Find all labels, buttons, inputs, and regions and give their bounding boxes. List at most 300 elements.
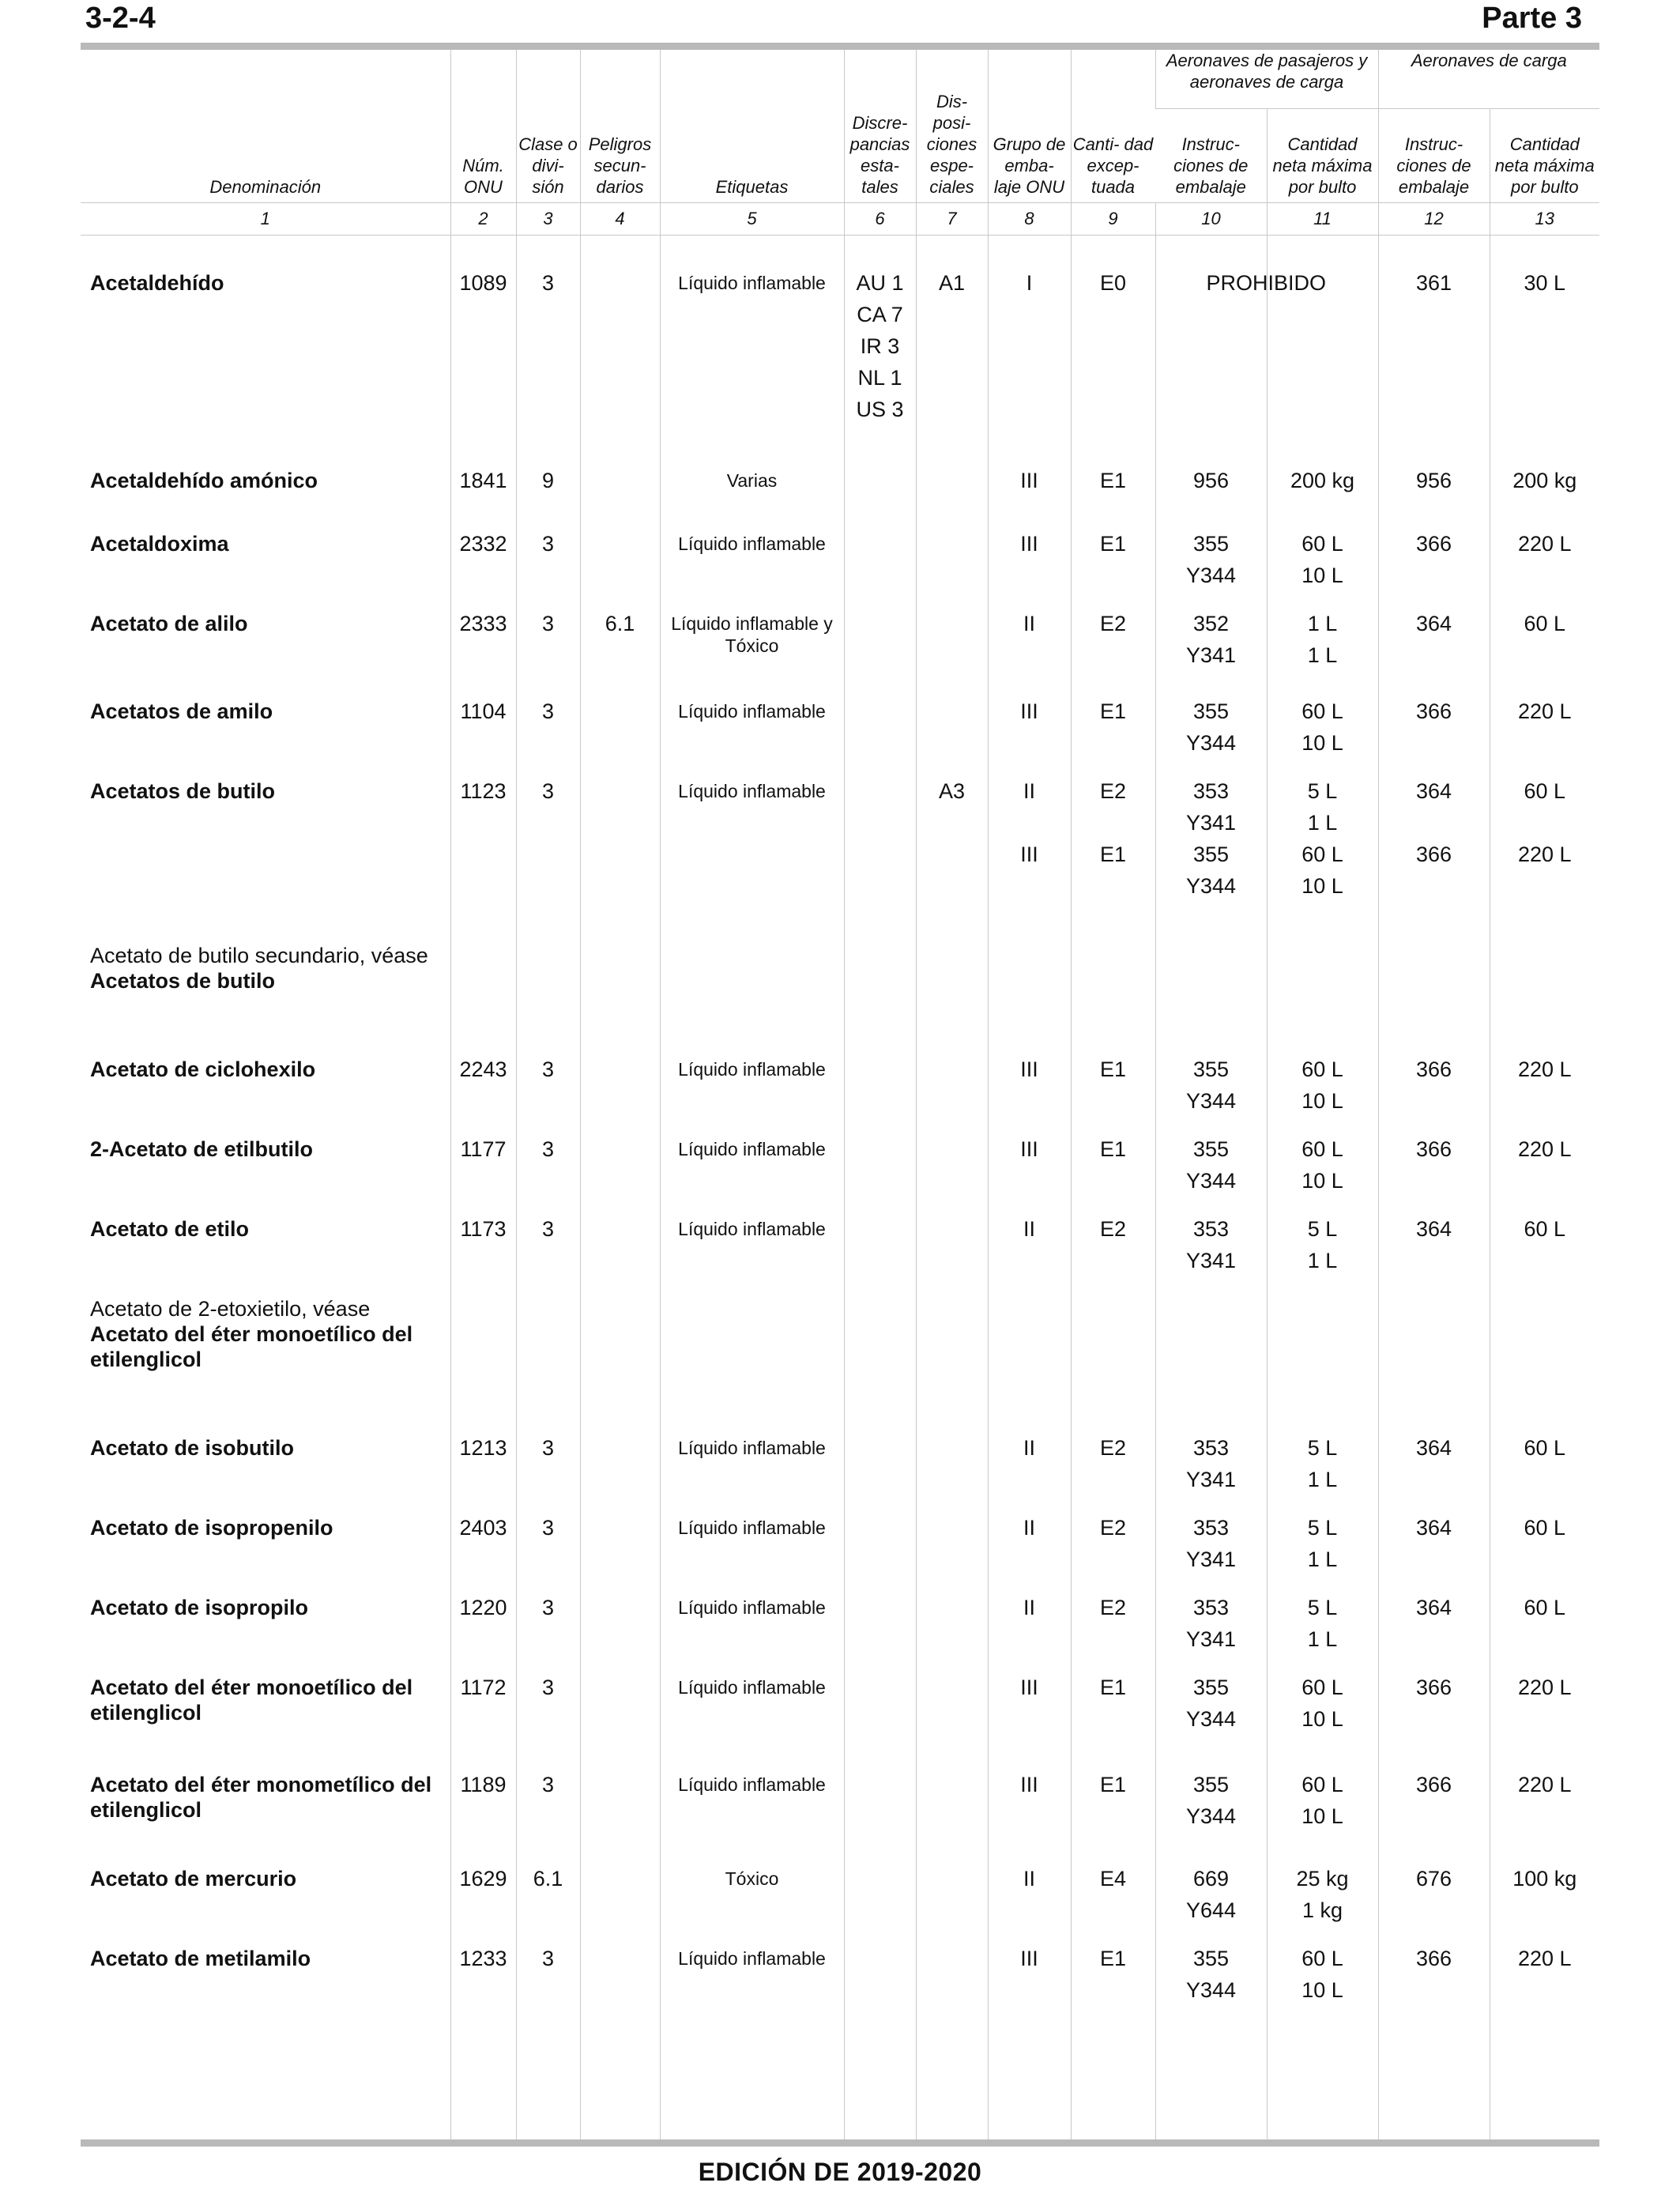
passenger-instructions bbox=[1155, 774, 1267, 938]
column-number: 1 bbox=[81, 203, 450, 236]
cell-line: Y344 bbox=[1185, 874, 1237, 898]
cell-line: Y644 bbox=[1185, 1898, 1237, 1922]
column-number: 9 bbox=[1071, 203, 1155, 236]
cell-line: E2 bbox=[1099, 1596, 1127, 1619]
hazard-label: Líquido inflamable bbox=[660, 1052, 844, 1132]
cell-line: 1 kg bbox=[1301, 1898, 1343, 1922]
cell-line: 5 L bbox=[1307, 1436, 1338, 1460]
substance-name-text: Acetato de mercurio bbox=[90, 1867, 297, 1891]
secondary-hazard bbox=[580, 1431, 660, 1510]
hazard-label: Líquido inflamable bbox=[660, 1670, 844, 1767]
cell-line: 60 L bbox=[1524, 1217, 1566, 1241]
cargo-max-qty bbox=[1490, 1132, 1599, 1212]
cell-line: 364 bbox=[1415, 1436, 1452, 1460]
substance-name bbox=[81, 1132, 450, 1212]
cell-line: E1 bbox=[1099, 1137, 1127, 1161]
un-number: 1233 bbox=[450, 1941, 516, 2021]
secondary-hazard bbox=[580, 1212, 660, 1291]
passenger-max-qty bbox=[1267, 694, 1378, 774]
group-header-passenger: Aeronaves de pasajeros y aeronaves de carga bbox=[1155, 50, 1378, 109]
empty-cell bbox=[580, 1291, 660, 1431]
table-row bbox=[81, 1510, 1599, 1590]
cell-line: 1 L bbox=[1307, 1547, 1338, 1571]
packing-group bbox=[988, 606, 1071, 694]
edition-footer: EDICIÓN DE 2019-2020 bbox=[698, 2158, 982, 2186]
table-tail bbox=[81, 2021, 1599, 2141]
empty-cell bbox=[1071, 2021, 1155, 2141]
cargo-max-qty bbox=[1490, 694, 1599, 774]
empty-cell bbox=[1071, 938, 1155, 1052]
hazard-label: Líquido inflamable bbox=[660, 1590, 844, 1670]
passenger-max-qty bbox=[1267, 774, 1378, 938]
substance-name bbox=[81, 1431, 450, 1510]
empty-cell bbox=[450, 2021, 516, 2141]
cell-line: 1 L bbox=[1307, 811, 1338, 835]
cell-line: 355 bbox=[1192, 699, 1230, 723]
table-row bbox=[81, 1767, 1599, 1861]
special-provisions bbox=[916, 1767, 988, 1861]
cell-line: 355 bbox=[1192, 843, 1230, 866]
secondary-hazard bbox=[580, 1861, 660, 1941]
empty-cell bbox=[660, 938, 844, 1052]
cell-line: 669 bbox=[1192, 1867, 1230, 1891]
col-header-state-variations: Discre- pancias esta- tales bbox=[844, 50, 916, 203]
cell-line: Y344 bbox=[1185, 1804, 1237, 1828]
un-number: 1841 bbox=[450, 463, 516, 526]
hazard-class: 3 bbox=[516, 694, 580, 774]
cross-reference-text: Acetato de 2-etoxietilo, véase bbox=[90, 1297, 371, 1321]
table-row bbox=[81, 1941, 1599, 2021]
cross-reference-row bbox=[81, 938, 1599, 1052]
table-row bbox=[81, 1052, 1599, 1132]
table-row bbox=[81, 606, 1599, 694]
cross-reference-row bbox=[81, 1291, 1599, 1431]
cargo-instructions bbox=[1378, 1670, 1490, 1767]
col-header-un-number: Núm. ONU bbox=[450, 50, 516, 203]
cell-line: II bbox=[1023, 1867, 1035, 1891]
hazard-class: 3 bbox=[516, 1670, 580, 1767]
excepted-quantity bbox=[1071, 774, 1155, 938]
substance-name bbox=[81, 266, 450, 463]
bottom-rule bbox=[81, 2139, 1599, 2147]
un-number: 2333 bbox=[450, 606, 516, 694]
passenger-max-qty bbox=[1267, 1132, 1378, 1212]
cell-line: 10 L bbox=[1301, 1804, 1343, 1828]
empty-cell bbox=[1378, 1291, 1490, 1431]
packing-group bbox=[988, 1670, 1071, 1767]
passenger-instructions bbox=[1155, 266, 1327, 463]
packing-group bbox=[988, 1052, 1071, 1132]
hazard-label: Líquido inflamable bbox=[660, 1767, 844, 1861]
column-number: 5 bbox=[660, 203, 844, 236]
cell-line: 355 bbox=[1192, 1773, 1230, 1796]
hazard-class: 3 bbox=[516, 1052, 580, 1132]
empty-cell bbox=[1155, 938, 1267, 1052]
cargo-max-qty bbox=[1490, 266, 1599, 463]
excepted-quantity bbox=[1071, 1431, 1155, 1510]
cargo-max-qty bbox=[1490, 526, 1599, 606]
cargo-max-qty bbox=[1490, 1941, 1599, 2021]
empty-cell bbox=[516, 938, 580, 1052]
cell-line: E1 bbox=[1099, 532, 1127, 556]
hazard-class: 3 bbox=[516, 1510, 580, 1590]
cell-line: 10 L bbox=[1301, 1707, 1343, 1731]
spacer-cell bbox=[1155, 236, 1267, 266]
cell-line: 60 L bbox=[1301, 532, 1343, 556]
cell-line: E1 bbox=[1099, 843, 1127, 866]
cell-line: E1 bbox=[1099, 469, 1127, 492]
cell-line: 60 L bbox=[1301, 1676, 1343, 1699]
cell-line: 353 bbox=[1192, 1596, 1230, 1619]
empty-cell bbox=[516, 2021, 580, 2141]
cell-line: 366 bbox=[1415, 699, 1452, 723]
substance-name bbox=[81, 1670, 450, 1767]
special-provisions: A3 bbox=[916, 774, 988, 938]
secondary-hazard bbox=[580, 1052, 660, 1132]
passenger-instructions bbox=[1155, 606, 1267, 694]
excepted-quantity bbox=[1071, 606, 1155, 694]
hazard-class: 3 bbox=[516, 526, 580, 606]
special-provisions bbox=[916, 1670, 988, 1767]
cell-line: 956 bbox=[1192, 469, 1230, 492]
empty-cell bbox=[844, 2021, 916, 2141]
un-number: 1173 bbox=[450, 1212, 516, 1291]
cell-line: 364 bbox=[1415, 1217, 1452, 1241]
substance-name bbox=[81, 1052, 450, 1132]
excepted-quantity bbox=[1071, 1670, 1155, 1767]
cell-line: 5 L bbox=[1307, 779, 1338, 803]
cargo-instructions bbox=[1378, 1767, 1490, 1861]
spacer-cell bbox=[1071, 236, 1155, 266]
state-variations bbox=[844, 1767, 916, 1861]
cell-line: 1 L bbox=[1307, 1627, 1338, 1651]
hazard-class: 3 bbox=[516, 1132, 580, 1212]
column-number: 13 bbox=[1490, 203, 1599, 236]
cell-line: 10 L bbox=[1301, 731, 1343, 755]
cell-line: Y341 bbox=[1185, 1468, 1237, 1491]
substance-name-text: Acetato de ciclohexilo bbox=[90, 1057, 316, 1081]
hazard-label: Varias bbox=[660, 463, 844, 526]
packing-group bbox=[988, 1590, 1071, 1670]
empty-cell bbox=[1267, 938, 1378, 1052]
secondary-hazard bbox=[580, 694, 660, 774]
empty-cell bbox=[660, 2021, 844, 2141]
cell-line: Y341 bbox=[1185, 1547, 1237, 1571]
packing-group bbox=[988, 1510, 1071, 1590]
state-variations bbox=[844, 1941, 916, 2021]
special-provisions bbox=[916, 606, 988, 694]
cell-line: 355 bbox=[1192, 1057, 1230, 1081]
cell-line: 1 L bbox=[1307, 612, 1338, 635]
table-row bbox=[81, 1132, 1599, 1212]
cell-line: 60 L bbox=[1524, 1596, 1566, 1619]
empty-cell bbox=[844, 938, 916, 1052]
hazard-label: Líquido inflamable bbox=[660, 774, 844, 938]
cross-reference-target: Acetato del éter monoetílico del etilenglicol bbox=[90, 1322, 413, 1371]
cell-line: E2 bbox=[1099, 1217, 1127, 1241]
empty-cell bbox=[580, 2021, 660, 2141]
substance-name-text: Acetato de isobutilo bbox=[90, 1436, 295, 1460]
passenger-instructions bbox=[1155, 1132, 1267, 1212]
spacer-cell bbox=[1267, 236, 1378, 266]
passenger-max-qty bbox=[1267, 1767, 1378, 1861]
un-number: 1123 bbox=[450, 774, 516, 938]
hazard-class: 3 bbox=[516, 1941, 580, 2021]
cell-line: III bbox=[1020, 469, 1038, 492]
secondary-hazard bbox=[580, 1590, 660, 1670]
cargo-max-qty bbox=[1490, 1590, 1599, 1670]
substance-name bbox=[81, 694, 450, 774]
table-row bbox=[81, 1861, 1599, 1941]
excepted-quantity bbox=[1071, 1590, 1155, 1670]
cell-line: 10 L bbox=[1301, 564, 1343, 587]
un-number: 2243 bbox=[450, 1052, 516, 1132]
hazard-label: Líquido inflamable bbox=[660, 1941, 844, 2021]
cell-line: 60 L bbox=[1301, 1773, 1343, 1796]
cell-line: 220 L bbox=[1517, 1137, 1572, 1161]
empty-cell bbox=[81, 2021, 450, 2141]
passenger-max-qty bbox=[1267, 1861, 1378, 1941]
cargo-instructions bbox=[1378, 266, 1490, 463]
cell-line: Y341 bbox=[1185, 1249, 1237, 1272]
cargo-instructions bbox=[1378, 1510, 1490, 1590]
secondary-hazard bbox=[580, 1941, 660, 2021]
column-number: 11 bbox=[1267, 203, 1378, 236]
state-variations bbox=[844, 1132, 916, 1212]
empty-cell bbox=[1490, 938, 1599, 1052]
passenger-instructions bbox=[1155, 1861, 1267, 1941]
cell-line: E2 bbox=[1099, 612, 1127, 635]
substance-name bbox=[81, 1861, 450, 1941]
cross-reference-text: Acetato de butilo secundario, véase bbox=[90, 944, 428, 967]
cell-line: Y344 bbox=[1185, 564, 1237, 587]
packing-group bbox=[988, 1132, 1071, 1212]
cell-line: 5 L bbox=[1307, 1516, 1338, 1540]
un-number: 1089 bbox=[450, 266, 516, 463]
column-number: 4 bbox=[580, 203, 660, 236]
cell-line: 10 L bbox=[1301, 874, 1343, 898]
passenger-max-qty bbox=[1267, 1670, 1378, 1767]
cell-line: 353 bbox=[1192, 1436, 1230, 1460]
cell-line: E1 bbox=[1099, 1947, 1127, 1970]
empty-cell bbox=[450, 1291, 516, 1431]
cell-line: 353 bbox=[1192, 779, 1230, 803]
cell-line: 1 L bbox=[1307, 1249, 1338, 1272]
un-number: 2403 bbox=[450, 1510, 516, 1590]
cargo-max-qty bbox=[1490, 774, 1599, 938]
table-row bbox=[81, 526, 1599, 606]
packing-group bbox=[988, 1941, 1071, 2021]
cargo-instructions bbox=[1378, 463, 1490, 526]
substance-name bbox=[81, 606, 450, 694]
state-variations bbox=[844, 1212, 916, 1291]
passenger-max-qty bbox=[1267, 463, 1378, 526]
cell-line: 366 bbox=[1415, 1773, 1452, 1796]
part-title: Parte 3 bbox=[1482, 2, 1582, 35]
packing-group bbox=[988, 1861, 1071, 1941]
spacer-cell bbox=[916, 236, 988, 266]
secondary-hazard bbox=[580, 1670, 660, 1767]
packing-group bbox=[988, 1431, 1071, 1510]
column-number: 10 bbox=[1155, 203, 1267, 236]
hazard-label: Líquido inflamable bbox=[660, 1510, 844, 1590]
empty-cell bbox=[916, 938, 988, 1052]
special-provisions bbox=[916, 1052, 988, 1132]
cell-line: 364 bbox=[1415, 612, 1452, 635]
special-provisions bbox=[916, 1941, 988, 2021]
substance-name bbox=[81, 1941, 450, 2021]
column-number: 8 bbox=[988, 203, 1071, 236]
cargo-max-qty bbox=[1490, 1431, 1599, 1510]
passenger-instructions bbox=[1155, 1212, 1267, 1291]
cell-line: 355 bbox=[1192, 1676, 1230, 1699]
secondary-hazard bbox=[580, 266, 660, 463]
hazard-label: Líquido inflamable bbox=[660, 1431, 844, 1510]
cell-line: CA 7 bbox=[857, 303, 903, 326]
excepted-quantity bbox=[1071, 1861, 1155, 1941]
cargo-max-qty bbox=[1490, 1670, 1599, 1767]
spacer-cell bbox=[516, 236, 580, 266]
cell-line: IR 3 bbox=[860, 334, 900, 358]
cell-line: III bbox=[1020, 1676, 1038, 1699]
state-variations bbox=[844, 774, 916, 938]
passenger-max-qty bbox=[1267, 1212, 1378, 1291]
cargo-max-qty bbox=[1490, 1767, 1599, 1861]
cell-line: 676 bbox=[1415, 1867, 1452, 1891]
cargo-instructions bbox=[1378, 526, 1490, 606]
empty-cell bbox=[844, 1291, 916, 1431]
state-variations bbox=[844, 463, 916, 526]
cell-line: Y341 bbox=[1185, 811, 1237, 835]
secondary-hazard bbox=[580, 1132, 660, 1212]
cell-line: II bbox=[1023, 779, 1035, 803]
cell-line: Y344 bbox=[1185, 731, 1237, 755]
empty-cell bbox=[450, 938, 516, 1052]
cell-line: III bbox=[1020, 1137, 1038, 1161]
passenger-instructions bbox=[1155, 463, 1267, 526]
special-provisions bbox=[916, 1510, 988, 1590]
cell-line: 5 L bbox=[1307, 1596, 1338, 1619]
substance-name-text: Acetato del éter monometílico del etilenglicol bbox=[90, 1773, 432, 1822]
hazard-label: Líquido inflamable bbox=[660, 1132, 844, 1212]
col-header-passenger-instructions: Instruc- ciones de embalaje bbox=[1155, 109, 1267, 203]
cell-line: III bbox=[1020, 1773, 1038, 1796]
excepted-quantity bbox=[1071, 1941, 1155, 2021]
cell-line: 364 bbox=[1415, 779, 1452, 803]
table-row bbox=[81, 774, 1599, 938]
excepted-quantity bbox=[1071, 1510, 1155, 1590]
empty-cell bbox=[660, 1291, 844, 1431]
passenger-instructions bbox=[1155, 1052, 1267, 1132]
cell-line: II bbox=[1023, 1516, 1035, 1540]
spacer-cell bbox=[450, 236, 516, 266]
empty-cell bbox=[988, 938, 1071, 1052]
cell-line: 366 bbox=[1415, 1057, 1452, 1081]
passenger-instructions bbox=[1155, 694, 1267, 774]
cell-line: 366 bbox=[1415, 843, 1452, 866]
cell-line: 361 bbox=[1415, 271, 1452, 295]
cell-line: 366 bbox=[1415, 1676, 1452, 1699]
cell-line bbox=[1072, 807, 1155, 839]
substance-name-text: 2-Acetato de etilbutilo bbox=[90, 1137, 314, 1161]
state-variations bbox=[844, 1590, 916, 1670]
cross-reference bbox=[81, 1291, 450, 1431]
cargo-instructions bbox=[1378, 1861, 1490, 1941]
cargo-instructions bbox=[1378, 1052, 1490, 1132]
passenger-instructions bbox=[1155, 1670, 1267, 1767]
packing-group bbox=[988, 694, 1071, 774]
hazard-class: 3 bbox=[516, 1431, 580, 1510]
hazard-class: 3 bbox=[516, 774, 580, 938]
table-row bbox=[81, 1431, 1599, 1510]
un-number: 2332 bbox=[450, 526, 516, 606]
cell-line: 355 bbox=[1192, 532, 1230, 556]
hazard-label: Líquido inflamable bbox=[660, 1212, 844, 1291]
hazard-class: 6.1 bbox=[516, 1861, 580, 1941]
passenger-instructions bbox=[1155, 1431, 1267, 1510]
un-number: 1189 bbox=[450, 1767, 516, 1861]
cell-line: E4 bbox=[1099, 1867, 1127, 1891]
state-variations bbox=[844, 694, 916, 774]
table-row bbox=[81, 463, 1599, 526]
cell-line: 10 L bbox=[1301, 1169, 1343, 1193]
cell-line: NL 1 bbox=[857, 366, 902, 390]
hazard-class: 9 bbox=[516, 463, 580, 526]
cell-line: II bbox=[1023, 1436, 1035, 1460]
hazard-class: 3 bbox=[516, 1767, 580, 1861]
cell-line: II bbox=[1023, 1596, 1035, 1619]
packing-group bbox=[988, 526, 1071, 606]
cell-line: 353 bbox=[1192, 1217, 1230, 1241]
passenger-instructions bbox=[1155, 1510, 1267, 1590]
column-number: 7 bbox=[916, 203, 988, 236]
packing-group bbox=[988, 1212, 1071, 1291]
substance-name-text: Acetatos de amilo bbox=[90, 699, 273, 723]
cell-line: 220 L bbox=[1517, 699, 1572, 723]
cell-line: E2 bbox=[1099, 1516, 1127, 1540]
hazard-class: 3 bbox=[516, 266, 580, 463]
state-variations bbox=[844, 1431, 916, 1510]
passenger-instructions bbox=[1155, 1590, 1267, 1670]
col-header-excepted-quantity: Canti- dad excep- tuada bbox=[1071, 50, 1155, 203]
cross-reference bbox=[81, 938, 450, 1052]
cell-line: E1 bbox=[1099, 1057, 1127, 1081]
substance-name bbox=[81, 1767, 450, 1861]
table-row bbox=[81, 1670, 1599, 1767]
cell-line: 60 L bbox=[1301, 1947, 1343, 1970]
cell-line bbox=[989, 807, 1071, 839]
un-number: 1220 bbox=[450, 1590, 516, 1670]
cell-line: 220 L bbox=[1517, 1773, 1572, 1796]
cell-line: I bbox=[1026, 271, 1033, 295]
passenger-max-qty bbox=[1267, 526, 1378, 606]
secondary-hazard bbox=[580, 774, 660, 938]
cargo-max-qty bbox=[1490, 1212, 1599, 1291]
cargo-max-qty bbox=[1490, 606, 1599, 694]
cell-line: 60 L bbox=[1524, 612, 1566, 635]
excepted-quantity bbox=[1071, 1132, 1155, 1212]
state-variations bbox=[844, 266, 916, 463]
cell-line bbox=[1490, 807, 1600, 839]
col-header-denominacion: Denominación bbox=[81, 50, 450, 203]
substance-name bbox=[81, 1212, 450, 1291]
secondary-hazard: 6.1 bbox=[580, 606, 660, 694]
cargo-instructions bbox=[1378, 1590, 1490, 1670]
cell-line bbox=[1379, 807, 1490, 839]
dangerous-goods-table bbox=[81, 50, 1599, 2141]
cell-line: 200 kg bbox=[1290, 469, 1355, 492]
empty-cell bbox=[1071, 1291, 1155, 1431]
